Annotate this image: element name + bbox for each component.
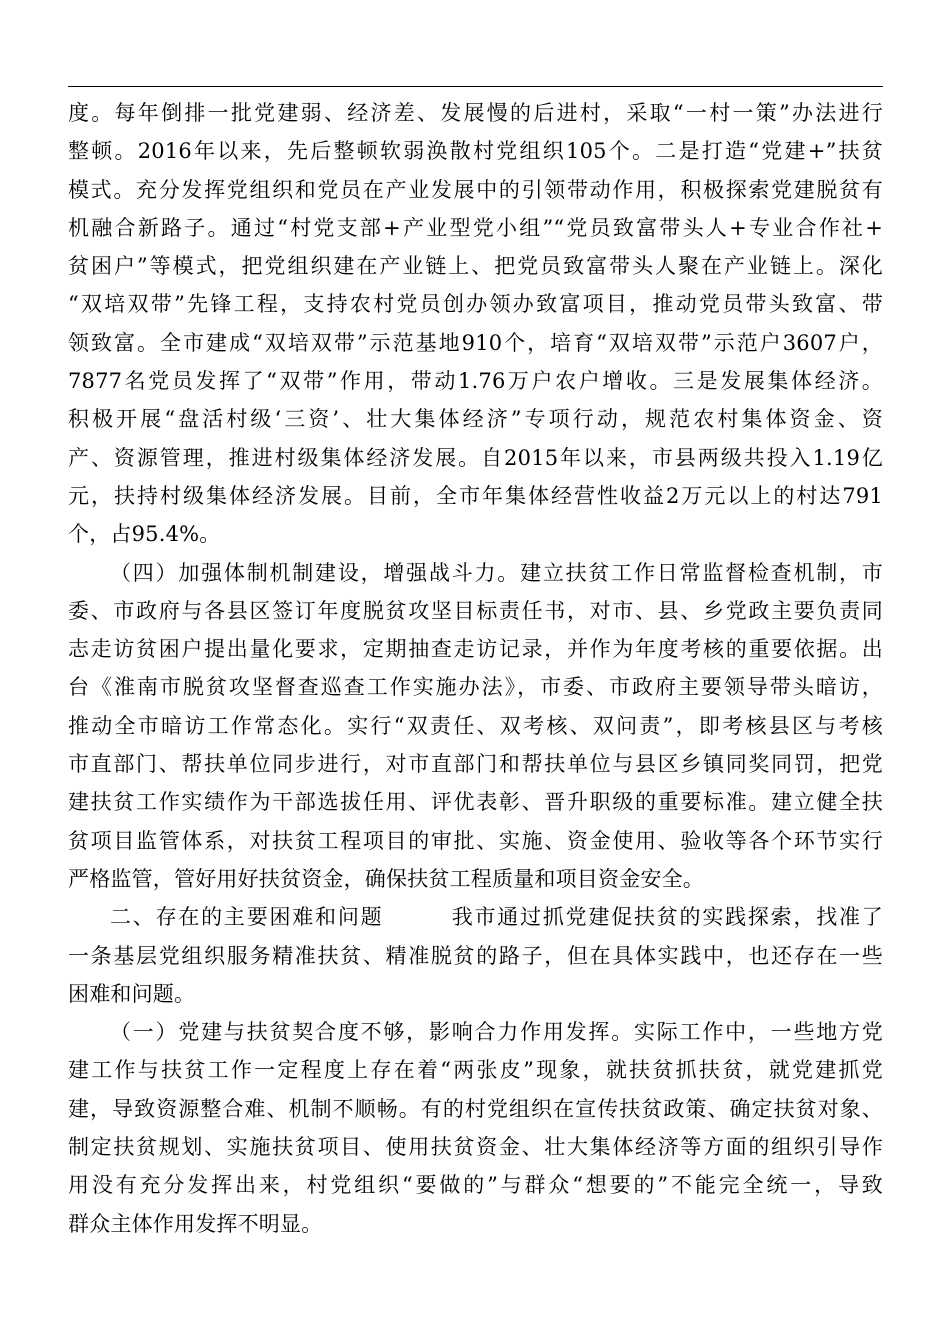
text-line: 整顿。2016年以来，先后整顿软弱涣散村党组织105个。二是打造“党建+”扶贫 bbox=[68, 139, 883, 164]
text-line: 模式。充分发挥党组织和党员在产业发展中的引领带动作用，积极探索党建脱贫有 bbox=[68, 177, 883, 202]
text-line: 群众主体作用发挥不明显。 bbox=[68, 1211, 323, 1236]
text-line: 元，扶持村级集体经济发展。目前，全市年集体经营性收益2万元以上的村达791 bbox=[68, 483, 883, 508]
text-line: 委、市政府与各县区签订年度脱贫攻坚目标责任书，对市、县、乡党政主要负责同 bbox=[68, 598, 883, 623]
text-line: 推动全市暗访工作常态化。实行“双责任、双考核、双问责”，即考核县区与考核 bbox=[68, 713, 883, 738]
text-line: 困难和问题。 bbox=[68, 981, 196, 1006]
text-line: 7877名党员发挥了“双带”作用，带动1.76万户农户增收。三是发展集体经济。 bbox=[68, 369, 883, 394]
text-line: 建，导致资源整合难、机制不顺畅。有的村党组织在宣传扶贫政策、确定扶贫对象、 bbox=[68, 1096, 883, 1121]
text-line: 机融合新路子。通过“村党支部+产业型党小组”“党员致富带头人+专业合作社+ bbox=[68, 215, 883, 240]
text-line: 建工作与扶贫工作一定程度上存在着“两张皮”现象，就扶贫抓扶贫，就党建抓党 bbox=[68, 1058, 883, 1083]
text-line: 领致富。全市建成“双培双带”示范基地910个，培育“双培双带”示范户3607户， bbox=[68, 330, 883, 355]
text-line: 贫困户”等模式，把党组织建在产业链上、把党员致富带头人聚在产业链上。深化 bbox=[68, 254, 883, 279]
text-line: 积极开展“盘活村级‘三资’、壮大集体经济”专项行动，规范农村集体资金、资 bbox=[68, 407, 883, 432]
text-line: 制定扶贫规划、实施扶贫项目、使用扶贫资金、壮大集体经济等方面的组织引导作 bbox=[68, 1135, 883, 1160]
text-line: 台《淮南市脱贫攻坚督查巡查工作实施办法》，市委、市政府主要领导带头暗访， bbox=[68, 675, 883, 700]
text-line: （一）党建与扶贫契合度不够，影响合力作用发挥。实际工作中，一些地方党 bbox=[110, 1020, 883, 1045]
text-line: （四）加强体制机制建设，增强战斗力。建立扶贫工作日常监督检查机制，市 bbox=[110, 560, 883, 585]
text-line: 二、存在的主要困难和问题 我市通过抓党建促扶贫的实践探索，找准了 bbox=[110, 905, 883, 930]
text-line: 市直部门、帮扶单位同步进行，对市直部门和帮扶单位与县区乡镇同奖同罚，把党 bbox=[68, 752, 883, 777]
header-rule bbox=[68, 86, 883, 87]
document-body bbox=[68, 94, 883, 1243]
text-line: 贫项目监管体系，对扶贫工程项目的审批、实施、资金使用、验收等各个环节实行 bbox=[68, 828, 883, 853]
text-line: 度。每年倒排一批党建弱、经济差、发展慢的后进村，采取“一村一策”办法进行 bbox=[68, 101, 883, 125]
text-line: 个，占95.4%。 bbox=[68, 522, 221, 547]
text-line: 志走访贫困户提出量化要求，定期抽查走访记录，并作为年度考核的重要依据。出 bbox=[68, 637, 883, 662]
text-line: 建扶贫工作实绩作为干部选拔任用、评优表彰、晋升职级的重要标准。建立健全扶 bbox=[68, 790, 883, 815]
text-line: 严格监管，管好用好扶贫资金，确保扶贫工程质量和项目资金安全。 bbox=[68, 866, 704, 891]
text-line: 一条基层党组织服务精准扶贫、精准脱贫的路子，但在具体实践中，也还存在一些 bbox=[68, 943, 883, 968]
text-line: 产、资源管理，推进村级集体经济发展。自2015年以来，市县两级共投入1.19亿 bbox=[68, 445, 883, 470]
text-line: “双培双带”先锋工程，支持农村党员创办领办致富项目，推动党员带头致富、带 bbox=[68, 292, 883, 317]
text-line: 用没有充分发挥出来，村党组织“要做的”与群众“想要的”不能完全统一，导致 bbox=[68, 1173, 883, 1198]
